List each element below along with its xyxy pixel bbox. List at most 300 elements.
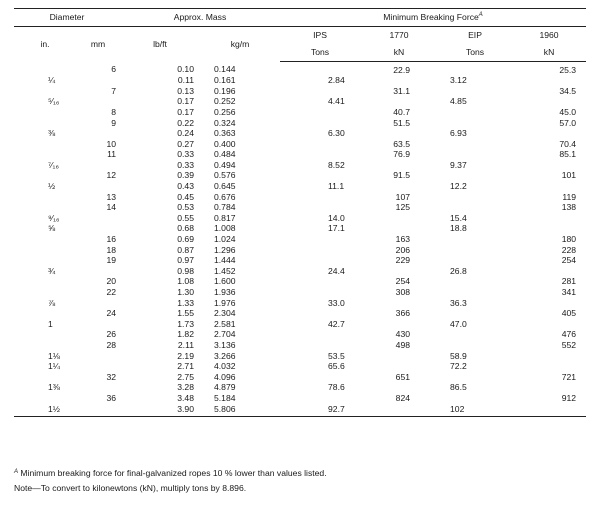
- eip-tons-cell: [438, 256, 512, 267]
- table-notes: [14, 466, 586, 496]
- footnote: [14, 466, 586, 481]
- diameter-header: Diameter: [14, 9, 120, 27]
- mass-kgm-cell: 3.266: [214, 350, 236, 361]
- mass-kgm-cell: 0.676: [214, 191, 236, 202]
- diameter-mm-cell: [76, 404, 120, 416]
- grade-1770-kn-cell: 63.5: [393, 138, 411, 149]
- mass-lbft-cell: 1.82: [177, 329, 194, 340]
- diameter-in-cell: [14, 340, 76, 351]
- diameter-in-cell: [14, 372, 76, 383]
- mass-lbft-cell: 0.98: [177, 265, 194, 276]
- grade-1960-kn-cell: 180: [561, 234, 577, 245]
- mass-kgm-cell: 1.600: [214, 276, 236, 287]
- mass-kgm-cell: 0.324: [214, 117, 236, 128]
- grade-1770-kn-cell: 31.1: [393, 85, 411, 96]
- diameter-in-cell: [14, 256, 76, 267]
- diameter-mm-cell: 7: [111, 85, 116, 96]
- ips-tons-cell: [280, 340, 360, 351]
- mass-lbft-cell: 0.17: [177, 106, 194, 117]
- ips-tons-cell: 92.7: [280, 404, 360, 416]
- mass-kgm-cell: 2.304: [214, 308, 236, 319]
- mass-kgm-cell: 0.400: [214, 138, 236, 149]
- diameter-in-cell: 1: [48, 318, 53, 329]
- grade-1770-kn-cell: 366: [395, 308, 411, 319]
- grade-1770-kn-cell: [360, 160, 438, 171]
- mass-kgm-cell: 1.024: [214, 234, 236, 245]
- table-row: [14, 340, 586, 351]
- footnote-ref: A: [478, 11, 483, 18]
- mass-kgm-cell: 1.296: [214, 244, 236, 255]
- diameter-mm-cell: [76, 129, 120, 140]
- diameter-in-cell: [14, 393, 76, 404]
- diameter-mm-cell: 18: [106, 244, 116, 255]
- diameter-mm-cell: [76, 224, 120, 235]
- diameter-in-cell: [14, 245, 76, 256]
- table-header: [14, 9, 586, 62]
- mass-kgm-cell: 3.136: [214, 339, 236, 350]
- grade-1770-kn-cell: [360, 298, 438, 309]
- eip-tons-cell: [438, 139, 512, 150]
- diameter-mm-cell: 28: [106, 339, 116, 350]
- mass-lbft-cell: 0.45: [177, 191, 194, 202]
- eip-tons-cell: 47.0: [450, 318, 467, 329]
- mass-kgm-cell: 0.817: [214, 212, 236, 223]
- mass-kgm-cell: 5.184: [214, 392, 236, 403]
- diameter-in-cell: ⅞: [48, 297, 56, 308]
- table-body: [14, 62, 586, 417]
- eip-tons-cell: 18.8: [450, 223, 467, 234]
- diameter-in-cell: ⁷⁄₁₆: [48, 159, 59, 170]
- diameter-mm-cell: 19: [106, 255, 116, 266]
- mass-kgm-cell: 0.576: [214, 170, 236, 181]
- grade-1960-kn-cell: 119: [562, 191, 577, 202]
- min-breaking-force-label: Minimum Breaking Force: [383, 11, 479, 22]
- grade-1960-kn-cell: 228: [561, 244, 577, 255]
- grade-1960-kn-cell: [512, 298, 586, 309]
- diameter-mm-cell: [76, 266, 120, 277]
- diameter-mm-cell: 11: [107, 149, 116, 160]
- eip-tons-cell: [438, 86, 512, 97]
- grade-1960-kn-cell: 70.4: [559, 138, 577, 149]
- diameter-in-cell: [14, 62, 76, 76]
- grade-1960-kn-cell: 138: [561, 202, 577, 213]
- table-row: [14, 150, 586, 161]
- table-row: [14, 266, 586, 277]
- eip-tons-cell: [438, 203, 512, 214]
- grade-1770-kn-cell: [360, 224, 438, 235]
- eip-tons-cell: 4.85: [450, 96, 467, 107]
- table-row: [14, 213, 586, 224]
- ips-tons-cell: 6.30: [328, 128, 345, 139]
- eip-tons-cell: 36.3: [450, 297, 467, 308]
- ips-tons-cell: 53.5: [328, 350, 345, 361]
- table-row: [14, 97, 586, 108]
- eip-tons-cell: [438, 287, 512, 298]
- diameter-mm-cell: [76, 97, 120, 108]
- grade-1770-kn-cell: [360, 182, 438, 193]
- grade-1960-kn-cell: [512, 129, 586, 140]
- grade-1960-kn-cell: [512, 362, 586, 373]
- eip-tons-cell: 26.8: [450, 265, 467, 276]
- rope-specification-table: [14, 8, 586, 417]
- table-row: [14, 245, 586, 256]
- grade-1770-kn-cell: 51.5: [393, 117, 411, 128]
- mass-kgm-cell: 0.196: [214, 85, 236, 96]
- grade-1770-kn-cell: [360, 266, 438, 277]
- in-header: in.: [40, 38, 50, 49]
- mass-kgm-cell: 0.784: [214, 202, 236, 213]
- mass-lbft-cell: 0.24: [177, 128, 194, 139]
- ips-tons-cell: 78.6: [328, 382, 345, 393]
- table-row: [14, 298, 586, 309]
- diameter-mm-cell: 22: [106, 287, 116, 298]
- diameter-in-cell: [14, 192, 76, 203]
- eip-tons-cell: [438, 235, 512, 246]
- mass-kgm-cell: 2.581: [214, 318, 236, 329]
- mass-kgm-cell: 1.976: [214, 297, 236, 308]
- diameter-mm-cell: [76, 362, 120, 373]
- mass-lbft-cell: 0.69: [177, 234, 194, 245]
- eip-tons-cell: 72.2: [450, 361, 467, 372]
- lbft-header: lb/ft: [153, 38, 167, 49]
- diameter-mm-cell: 13: [106, 191, 116, 202]
- grade-1960-kn-cell: [512, 97, 586, 108]
- table-row: [14, 171, 586, 182]
- diameter-mm-cell: 36: [106, 392, 116, 403]
- eip-tons-cell: 102: [438, 404, 512, 416]
- mass-lbft-cell: 0.13: [177, 85, 194, 96]
- diameter-in-cell: ⅜: [48, 128, 56, 139]
- mass-lbft-cell: 0.10: [177, 64, 194, 75]
- eip-tons-cell: [438, 171, 512, 182]
- mm-header: mm: [90, 38, 106, 49]
- mass-lbft-cell: 3.90: [120, 404, 200, 416]
- mass-kgm-cell: 0.252: [214, 96, 236, 107]
- grade-1960-kn-cell: 912: [561, 392, 577, 403]
- table-row: [14, 383, 586, 394]
- diameter-mm-cell: 8: [111, 106, 116, 117]
- diameter-mm-cell: 32: [106, 371, 116, 382]
- ips-tons-cell: [280, 171, 360, 182]
- ips-tons-cell: [280, 150, 360, 161]
- footnote-mark: A: [14, 469, 19, 475]
- diameter-mm-cell: 16: [106, 234, 116, 245]
- grade-1770-kn-cell: 40.7: [393, 106, 411, 117]
- ips-tons-cell: [280, 277, 360, 288]
- mass-kgm-cell: 0.256: [214, 106, 236, 117]
- eip-tons-cell: [438, 330, 512, 341]
- ips-tons-cell: [280, 287, 360, 298]
- table-row: [14, 160, 586, 171]
- mass-lbft-cell: 0.22: [177, 117, 194, 128]
- ips-tons-cell: [280, 139, 360, 150]
- grade-1770-kn-cell: 163: [395, 234, 411, 245]
- diameter-mm-cell: [76, 319, 120, 330]
- mass-kgm-cell: 4.879: [214, 382, 236, 393]
- ips-tons-cell: 33.0: [328, 297, 345, 308]
- diameter-in-cell: [14, 330, 76, 341]
- mass-kgm-cell: 1.444: [214, 255, 236, 266]
- grade-1770-kn-cell: [360, 404, 438, 416]
- eip-tons-cell: [438, 107, 512, 118]
- grade-1960-kn-cell: [512, 160, 586, 171]
- ips-tons-cell: 17.1: [328, 223, 345, 234]
- mass-lbft-cell: 0.55: [177, 212, 194, 223]
- diameter-mm-cell: [76, 160, 120, 171]
- table-row: [14, 139, 586, 150]
- eip-tons-cell: 58.9: [450, 350, 467, 361]
- ips-tons-cell: [280, 235, 360, 246]
- grade-1770-header: 1770: [389, 29, 409, 40]
- mass-lbft-cell: 0.17: [177, 96, 194, 107]
- diameter-mm-cell: 24: [106, 308, 116, 319]
- diameter-in-cell: [14, 203, 76, 214]
- grade-1960-kn-cell: [512, 76, 586, 87]
- table-row: [14, 287, 586, 298]
- diameter-in-cell: [14, 309, 76, 320]
- ips-tons-cell: [280, 86, 360, 97]
- table-row: [14, 277, 586, 288]
- table-row: [14, 372, 586, 383]
- table-row: [14, 235, 586, 246]
- eip-unit: Tons: [438, 44, 512, 62]
- grade-1770-unit: kN: [360, 44, 438, 62]
- grade-1770-kn-cell: 824: [395, 392, 411, 403]
- eip-tons-cell: 9.37: [450, 159, 467, 170]
- grade-1960-kn-cell: 721: [561, 371, 577, 382]
- mass-lbft-cell: 3.28: [177, 382, 194, 393]
- ips-tons-cell: [280, 203, 360, 214]
- grade-1960-kn-cell: 254: [561, 255, 577, 266]
- mass-lbft-cell: 2.71: [177, 361, 194, 372]
- diameter-mm-cell: [76, 182, 120, 193]
- mass-lbft-cell: 3.48: [177, 392, 194, 403]
- mass-kgm-cell: 5.806: [200, 404, 280, 416]
- grade-1960-kn-cell: 476: [561, 329, 577, 340]
- diameter-in-cell: ⅝: [48, 223, 56, 234]
- mass-lbft-cell: 0.53: [177, 202, 194, 213]
- mass-lbft-cell: 1.33: [177, 297, 194, 308]
- ips-tons-cell: 11.1: [328, 181, 345, 192]
- conversion-note: Note—To convert to kilonewtons (kN), multiply tons by 8.896.: [14, 483, 247, 493]
- diameter-in-cell: 1¼: [48, 361, 60, 372]
- grade-1960-kn-cell: [512, 224, 586, 235]
- mass-lbft-cell: 1.55: [177, 308, 194, 319]
- ips-tons-cell: 4.41: [328, 96, 345, 107]
- diameter-in-cell: [14, 139, 76, 150]
- grade-1960-kn-cell: [512, 182, 586, 193]
- eip-tons-cell: [438, 393, 512, 404]
- mass-lbft-cell: 0.43: [177, 181, 194, 192]
- eip-tons-cell: [438, 372, 512, 383]
- mass-kgm-cell: 1.936: [214, 287, 236, 298]
- diameter-mm-cell: [76, 351, 120, 362]
- ips-tons-cell: [280, 256, 360, 267]
- mass-kgm-cell: 1.452: [214, 265, 236, 276]
- diameter-in-cell: ⁹⁄₁₆: [48, 212, 60, 223]
- grade-1770-kn-cell: [360, 319, 438, 330]
- grade-1960-kn-cell: 552: [561, 339, 577, 350]
- mass-kgm-cell: 0.144: [214, 64, 236, 75]
- diameter-mm-cell: [76, 213, 120, 224]
- table-row: [14, 203, 586, 214]
- diameter-in-cell: 1⅜: [48, 382, 60, 393]
- mass-kgm-cell: 4.096: [214, 371, 236, 382]
- mass-kgm-cell: 0.494: [214, 159, 236, 170]
- mass-kgm-cell: 0.161: [214, 75, 236, 86]
- table-row: [14, 393, 586, 404]
- grade-1960-kn-cell: [512, 213, 586, 224]
- table-row: [14, 76, 586, 87]
- grade-1770-kn-cell: 206: [395, 244, 411, 255]
- grade-1770-kn-cell: 651: [395, 371, 411, 382]
- ips-tons-cell: [280, 192, 360, 203]
- grade-1960-kn-cell: 101: [561, 170, 577, 181]
- eip-tons-cell: [438, 277, 512, 288]
- mass-lbft-cell: 0.11: [177, 75, 194, 86]
- diameter-in-cell: ¾: [48, 265, 56, 276]
- eip-tons-cell: [438, 245, 512, 256]
- ips-tons-cell: [280, 245, 360, 256]
- grade-1960-unit: kN: [512, 44, 586, 62]
- diameter-in-cell: [14, 107, 76, 118]
- ips-tons-cell: [280, 309, 360, 320]
- mass-header: Approx. Mass: [120, 9, 280, 27]
- eip-tons-cell: 86.5: [450, 382, 467, 393]
- grade-1960-header: 1960: [539, 29, 559, 40]
- grade-1960-kn-cell: 85.1: [559, 149, 577, 160]
- ips-tons-cell: 65.6: [328, 361, 345, 372]
- diameter-mm-cell: 20: [106, 276, 116, 287]
- table-row: [14, 182, 586, 193]
- eip-tons-cell: [438, 340, 512, 351]
- grade-1770-kn-cell: 254: [395, 276, 411, 287]
- table-row: [14, 62, 586, 76]
- table-row: [14, 129, 586, 140]
- mass-lbft-cell: 0.33: [177, 159, 194, 170]
- diameter-mm-cell: [76, 298, 120, 309]
- diameter-mm-cell: [76, 76, 120, 87]
- table-row: [14, 256, 586, 267]
- eip-tons-cell: 6.93: [450, 128, 467, 139]
- ips-tons-cell: 8.52: [328, 159, 345, 170]
- grade-1960-kn-cell: 57.0: [559, 117, 577, 128]
- diameter-mm-cell: [76, 383, 120, 394]
- kgm-header: kg/m: [230, 38, 250, 49]
- table-row: [14, 404, 586, 416]
- eip-header: EIP: [468, 29, 482, 40]
- diameter-in-cell: ¼: [48, 75, 56, 86]
- mass-kgm-cell: 4.032: [214, 361, 236, 372]
- diameter-in-cell: [14, 235, 76, 246]
- ips-tons-cell: 2.84: [328, 75, 345, 86]
- diameter-in-cell: [14, 86, 76, 97]
- grade-1770-kn-cell: [360, 97, 438, 108]
- ips-tons-cell: 14.0: [328, 212, 345, 223]
- mass-kgm-cell: 0.363: [214, 128, 236, 139]
- ips-tons-cell: [280, 107, 360, 118]
- table-row: [14, 192, 586, 203]
- table-row: [14, 330, 586, 341]
- diameter-in-cell: [14, 118, 76, 129]
- grade-1770-kn-cell: [360, 213, 438, 224]
- eip-tons-cell: [438, 150, 512, 161]
- grade-1960-kn-cell: 25.3: [559, 64, 577, 75]
- grade-1770-kn-cell: 91.5: [393, 170, 411, 181]
- min-breaking-force-header: [280, 9, 586, 27]
- mass-lbft-cell: 2.19: [177, 350, 194, 361]
- diameter-in-cell: 1½: [14, 404, 76, 416]
- grade-1770-kn-cell: 229: [395, 255, 411, 266]
- eip-tons-cell: [438, 118, 512, 129]
- ips-tons-cell: 42.7: [328, 318, 345, 329]
- diameter-in-cell: [14, 171, 76, 182]
- grade-1770-kn-cell: [360, 129, 438, 140]
- grade-1770-kn-cell: [360, 362, 438, 373]
- diameter-in-cell: [14, 287, 76, 298]
- grade-1960-kn-cell: [512, 383, 586, 394]
- ips-tons-cell: 24.4: [328, 265, 345, 276]
- grade-1960-kn-cell: [512, 404, 586, 416]
- grade-1960-kn-cell: 45.0: [559, 106, 577, 117]
- mass-lbft-cell: 2.75: [177, 371, 194, 382]
- eip-tons-cell: [438, 62, 512, 76]
- grade-1770-kn-cell: 125: [395, 202, 411, 213]
- mass-lbft-cell: 0.97: [177, 255, 194, 266]
- mass-lbft-cell: 0.39: [177, 170, 194, 181]
- diameter-in-cell: 1⅛: [48, 350, 60, 361]
- diameter-mm-cell: 9: [111, 117, 116, 128]
- mass-kgm-cell: 2.704: [214, 329, 236, 340]
- diameter-mm-cell: 14: [106, 202, 116, 213]
- ips-tons-cell: [280, 62, 360, 76]
- grade-1960-kn-cell: 405: [561, 308, 577, 319]
- diameter-in-cell: ½: [48, 181, 56, 192]
- diameter-mm-cell: 12: [106, 170, 116, 181]
- ips-tons-cell: [280, 372, 360, 383]
- diameter-in-cell: [14, 150, 76, 161]
- ips-tons-cell: [280, 393, 360, 404]
- grade-1770-kn-cell: [360, 351, 438, 362]
- footnote-text: Minimum breaking force for final-galvanized ropes 10 % lower than values listed.: [20, 468, 327, 478]
- grade-1960-kn-cell: [512, 351, 586, 362]
- table-row: [14, 319, 586, 330]
- grade-1770-kn-cell: 107: [395, 191, 411, 202]
- table-row: [14, 351, 586, 362]
- grade-1770-kn-cell: 22.9: [393, 64, 411, 75]
- diameter-mm-cell: 26: [106, 329, 116, 340]
- eip-tons-cell: 3.12: [450, 75, 467, 86]
- mass-lbft-cell: 0.27: [177, 138, 194, 149]
- eip-tons-cell: 12.2: [450, 181, 467, 192]
- table-row: [14, 224, 586, 235]
- eip-tons-cell: [438, 192, 512, 203]
- mass-lbft-cell: 2.11: [177, 339, 194, 350]
- grade-1770-kn-cell: [360, 383, 438, 394]
- mass-lbft-cell: 1.30: [177, 287, 194, 298]
- grade-1960-kn-cell: 34.5: [559, 85, 577, 96]
- ips-tons-cell: [280, 330, 360, 341]
- diameter-mm-cell: 10: [106, 138, 116, 149]
- mass-kgm-cell: 1.008: [214, 223, 236, 234]
- grade-1960-kn-cell: [512, 319, 586, 330]
- ips-header: IPS: [313, 29, 327, 40]
- grade-1770-kn-cell: 430: [395, 329, 411, 340]
- mass-kgm-cell: 0.484: [214, 149, 236, 160]
- table-row: [14, 309, 586, 320]
- table-row: [14, 362, 586, 373]
- grade-1960-kn-cell: 341: [561, 287, 577, 298]
